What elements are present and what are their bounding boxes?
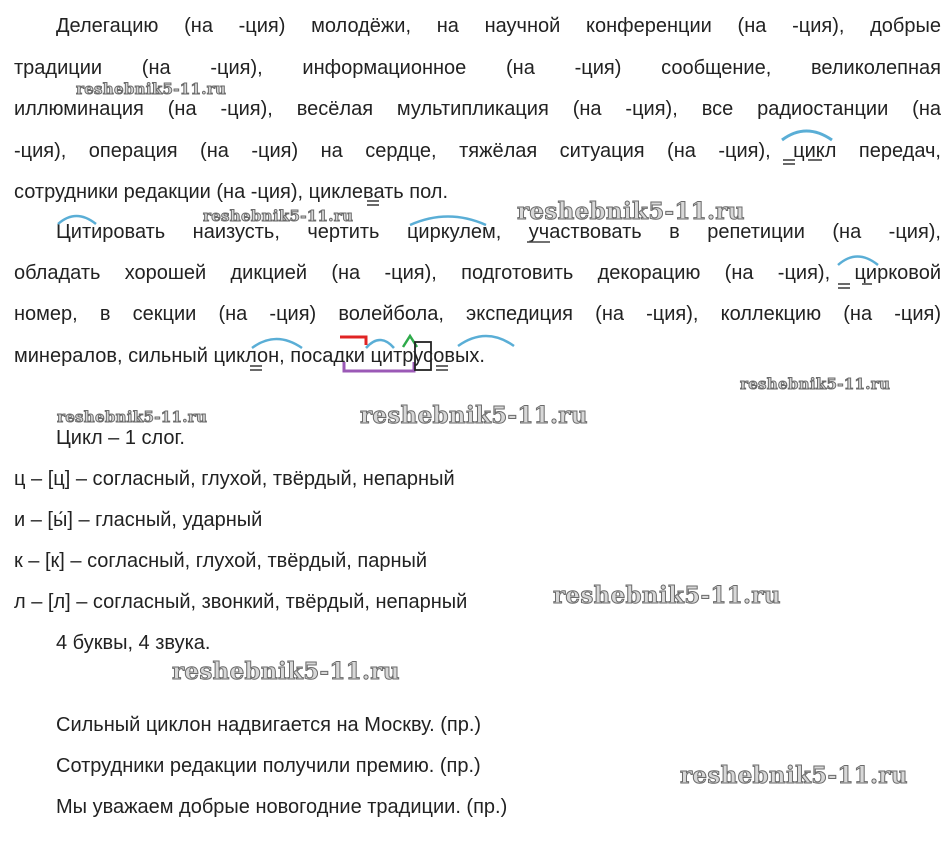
watermark: reshebnik5-11.ru <box>740 375 891 393</box>
sound-line-4: л – [л] – согласный, звонкий, твёрдый, непарный <box>14 591 468 613</box>
sentence-3: Мы уважаем добрые новогодние традиции. (пр.) <box>56 796 508 818</box>
paragraph1-line-4: -ция), операция (на -ция) на сердце, тяжёлая ситуация (на -ция), цикл передач, <box>14 140 941 162</box>
watermark: reshebnik5-11.ru <box>360 402 588 429</box>
root-arc-icon <box>58 216 96 224</box>
sound-line-3: к – [к] – согласный, глухой, твёрдый, парный <box>14 550 428 572</box>
paragraph1-line-5: сотрудники редакции (на -ция), циклевать пол. <box>14 181 449 203</box>
root-arc-icon <box>838 257 878 266</box>
prefix-mark-icon <box>340 337 366 345</box>
watermark: reshebnik5-11.ru <box>553 582 781 609</box>
watermark: reshebnik5-11.ru <box>57 408 208 426</box>
paragraph2-line-1: Цитировать наизусть, чертить циркулем, участвовать в репетиции (на -ция), <box>56 221 941 243</box>
sound-line-1: ц – [ц] – согласный, глухой, твёрдый, непарный <box>14 468 455 490</box>
root-arc-icon <box>252 339 302 348</box>
paragraph2-line-2: обладать хорошей дикцией (на -ция), подготовить декорацию (на -ция), цирковой <box>14 262 941 284</box>
paragraph1-line-2: традиции (на -ция), информационное (на -ция) сообщение, великолепная <box>14 57 941 79</box>
sound-line-2: и – [ы́] – гласный, ударный <box>14 509 263 531</box>
analysis-title: Цикл – 1 слог. <box>56 427 185 449</box>
watermark: reshebnik5-11.ru <box>680 762 908 789</box>
watermark: reshebnik5-11.ru <box>172 658 400 685</box>
paragraph1-line-1: Делегацию (на -ция) молодёжи, на научной конференции (на -ция), добрые <box>56 15 941 37</box>
sentence-2: Сотрудники редакции получили премию. (пр.) <box>56 755 481 777</box>
root-arc-icon <box>410 217 486 226</box>
paragraph2-line-3: номер, в секции (на -ция) волейбола, экспедиция (на -ция), коллекцию (на -ция) <box>14 303 941 325</box>
root-arc-icon <box>458 336 514 346</box>
paragraph2-line-4: минералов, сильный циклон, посадки цитрусовых. <box>14 345 485 367</box>
analysis-summary: 4 буквы, 4 звука. <box>56 632 211 654</box>
root-arc-icon <box>782 131 832 140</box>
paragraph1-line-3: иллюминация (на -ция), весёлая мультипликация (на -ция), все радиостанции (на <box>14 98 941 120</box>
watermark: reshebnik5-11.ru <box>76 80 227 98</box>
watermark: reshebnik5-11.ru <box>203 207 354 225</box>
watermark: reshebnik5-11.ru <box>517 198 745 225</box>
suffix-bracket-icon <box>344 362 414 371</box>
sentence-1: Сильный циклон надвигается на Москву. (пр.) <box>56 714 482 736</box>
root-arc-icon <box>366 340 394 348</box>
